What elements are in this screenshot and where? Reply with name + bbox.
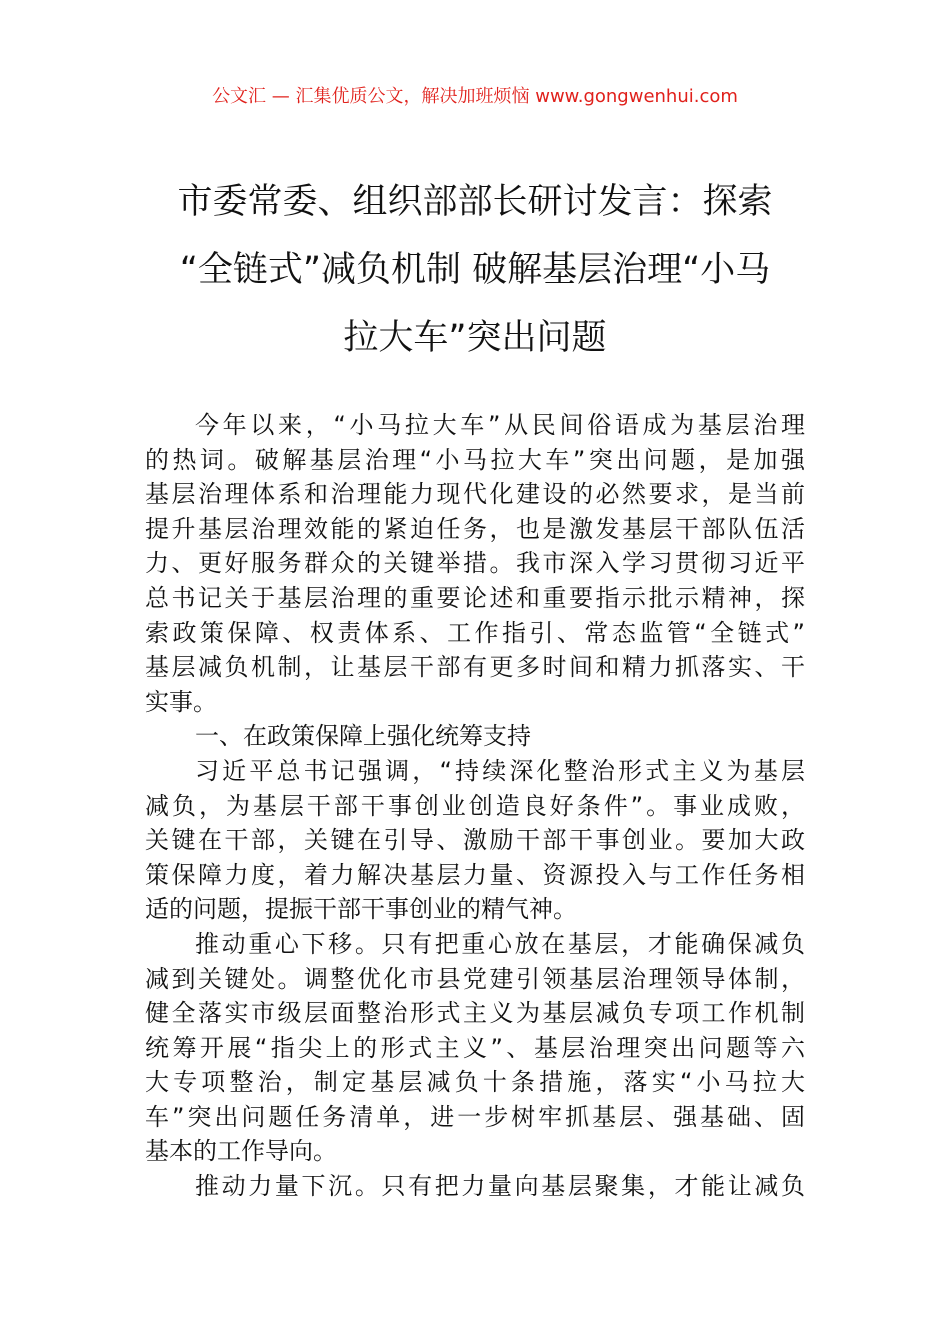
text-line: 大专项整治，制定基层减负十条措施，落实“小马拉大 (145, 1068, 805, 1097)
paragraph (145, 754, 805, 927)
text-line: 力、更好服务群众的关键举措。我市深入学习贯彻习近平 (145, 549, 805, 578)
document-body (145, 408, 805, 1204)
text-line: 车”突出问题任务清单，进一步树牢抓基层、强基础、固 (145, 1102, 805, 1131)
text-line: 基层减负机制，让基层干部有更多时间和精力抓落实、干 (145, 653, 805, 682)
text-line: 习近平总书记强调，“持续深化整治形式主义为基层 (195, 756, 805, 785)
text-line: 提升基层治理效能的紧迫任务，也是激发基层干部队伍活 (145, 514, 805, 543)
text-line: 基层治理体系和治理能力现代化建设的必然要求，是当前 (145, 480, 805, 509)
section-heading (145, 719, 805, 754)
text-line: 基本的工作导向。 (145, 1137, 337, 1166)
text-line: 减负，为基层干部干事创业创造良好条件”。事业成败， (145, 791, 805, 820)
title-line: 市委常委、组织部部长研讨发言：探索 (177, 182, 773, 222)
paragraph (145, 927, 805, 1169)
text-line: 适的问题，提振干部干事创业的精气神。 (145, 895, 577, 924)
text-line: 减到关键处。调整优化市县党建引领基层治理领导体制， (145, 964, 805, 993)
text-line: 总书记关于基层治理的重要论述和重要指示批示精神，探 (145, 583, 805, 612)
paragraph (145, 408, 805, 719)
text-line: 索政策保障、权责体系、工作指引、常态监管“全链式” (145, 618, 805, 647)
text-line: 健全落实市级层面整治形式主义为基层减负专项工作机制 (145, 999, 805, 1028)
title-line: 拉大车”突出问题 (343, 318, 607, 358)
text-line: 统筹开展“指尖上的形式主义”、基层治理突出问题等六 (145, 1033, 805, 1062)
text-line: 的热词。破解基层治理“小马拉大车”突出问题，是加强 (145, 445, 805, 474)
text-line: 推动力量下沉。只有把力量向基层聚集，才能让减负 (195, 1172, 805, 1201)
text-line: 关键在干部，关键在引导、激励干部干事创业。要加大政 (145, 826, 805, 855)
text-line: 策保障力度，着力解决基层力量、资源投入与工作任务相 (145, 860, 805, 889)
text-line: 推动重心下移。只有把重心放在基层，才能确保减负 (195, 929, 805, 958)
watermark-header: 公文汇 — 汇集优质公文，解决加班烦恼 www.gongwenhui.com (212, 86, 738, 107)
document-title (100, 168, 850, 372)
text-line: 一、在政策保障上强化统筹支持 (195, 722, 531, 751)
text-line: 实事。 (145, 687, 217, 716)
paragraph (145, 1169, 805, 1204)
title-line: “全链式”减负机制 破解基层治理“小马 (179, 250, 771, 290)
text-line: 今年以来，“小马拉大车”从民间俗语成为基层治理 (195, 411, 805, 439)
